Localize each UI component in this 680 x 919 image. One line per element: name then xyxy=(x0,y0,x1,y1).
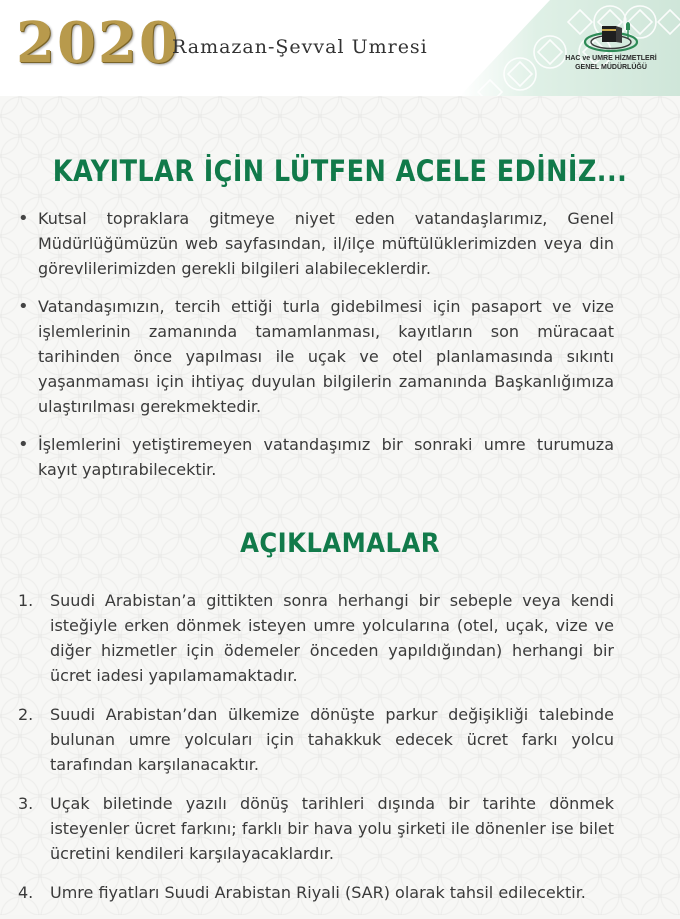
year-title: 2020 xyxy=(16,10,180,76)
list-item-text: İşlemlerini yetiştiremeyen vatandaşımız bir sonraki umre turumuza kayıt yaptırabilecektir. xyxy=(38,435,614,479)
item-number: 1. xyxy=(18,591,34,610)
list-item xyxy=(18,206,614,281)
explanations-numbered-list xyxy=(18,588,614,919)
subtitle: Ramazan-Şevval Umresi xyxy=(172,36,428,58)
list-item xyxy=(18,294,614,419)
list-item-text: Suudi Arabistan’dan ülkemize dönüşte parkur değişikliği talebinde bulunan umre yolcuları için tahakkuk edecek ücret farkı yolcu tarafından karşılanacaktır. xyxy=(50,705,614,774)
bullet-icon: • xyxy=(18,434,29,455)
list-item xyxy=(18,702,614,777)
section-title-registration: KAYITLAR İÇİN LÜTFEN ACELE EDİNİZ... xyxy=(52,154,628,188)
list-item-text: Suudi Arabistan’a gittikten sonra herhangi bir sebeple veya kendi isteğiyle erken dönmek isteyen umre yolcularına (otel, uçak, vize ve diğer hizmetler için ödemeler önceden yapıldığından) herhangi bir ücret iadesi yapılamamaktadır. xyxy=(50,591,614,685)
list-item-text: Uçak biletinde yazılı dönüş tarihleri dışında bir tarihte dönmek isteyenler ücret farkını; farklı bir hava yolu şirketi ile dönenler ise bilet ücretini kendileri karşılayacaklardır. xyxy=(50,794,614,863)
item-number: 4. xyxy=(18,883,34,902)
item-number: 2. xyxy=(18,705,34,724)
item-number: 3. xyxy=(18,794,34,813)
list-item xyxy=(18,791,614,866)
list-item xyxy=(18,588,614,688)
list-item xyxy=(18,432,614,482)
section-title-explanations: AÇIKLAMALAR xyxy=(240,528,440,559)
list-item-text: Umre fiyatları Suudi Arabistan Riyali (SAR) olarak tahsil edilecektir. xyxy=(50,883,586,902)
bullet-icon: • xyxy=(18,208,29,229)
list-item-text: Vatandaşımızın, tercih ettiği turla gidebilmesi için pasaport ve vize işlemlerinin zamanında tamamlanması, kayıtların son müracaat tarihinden önce yapılması ile uçak ve otel planlamasında sıkıntı yaşanmaması için ihtiyaç duyulan bilgilerin zamanında Başkanlığımıza ulaştırılması gerekmektedir. xyxy=(38,297,614,416)
logo-text-line-2: GENEL MÜDÜRLÜĞÜ xyxy=(575,64,647,71)
registration-bullet-list xyxy=(18,206,614,495)
bullet-icon: • xyxy=(18,296,29,317)
logo-text-line-1: HAC ve UMRE HİZMETLERİ xyxy=(565,55,657,62)
list-item xyxy=(18,880,614,905)
list-item-text: Kutsal topraklara gitmeye niyet eden vatandaşlarımız, Genel Müdürlüğümüzün web sayfasından, il/ilçe müftülüklerimizden veya din görevlilerimizden gerekli bilgileri alabileceklerdir. xyxy=(38,209,614,278)
